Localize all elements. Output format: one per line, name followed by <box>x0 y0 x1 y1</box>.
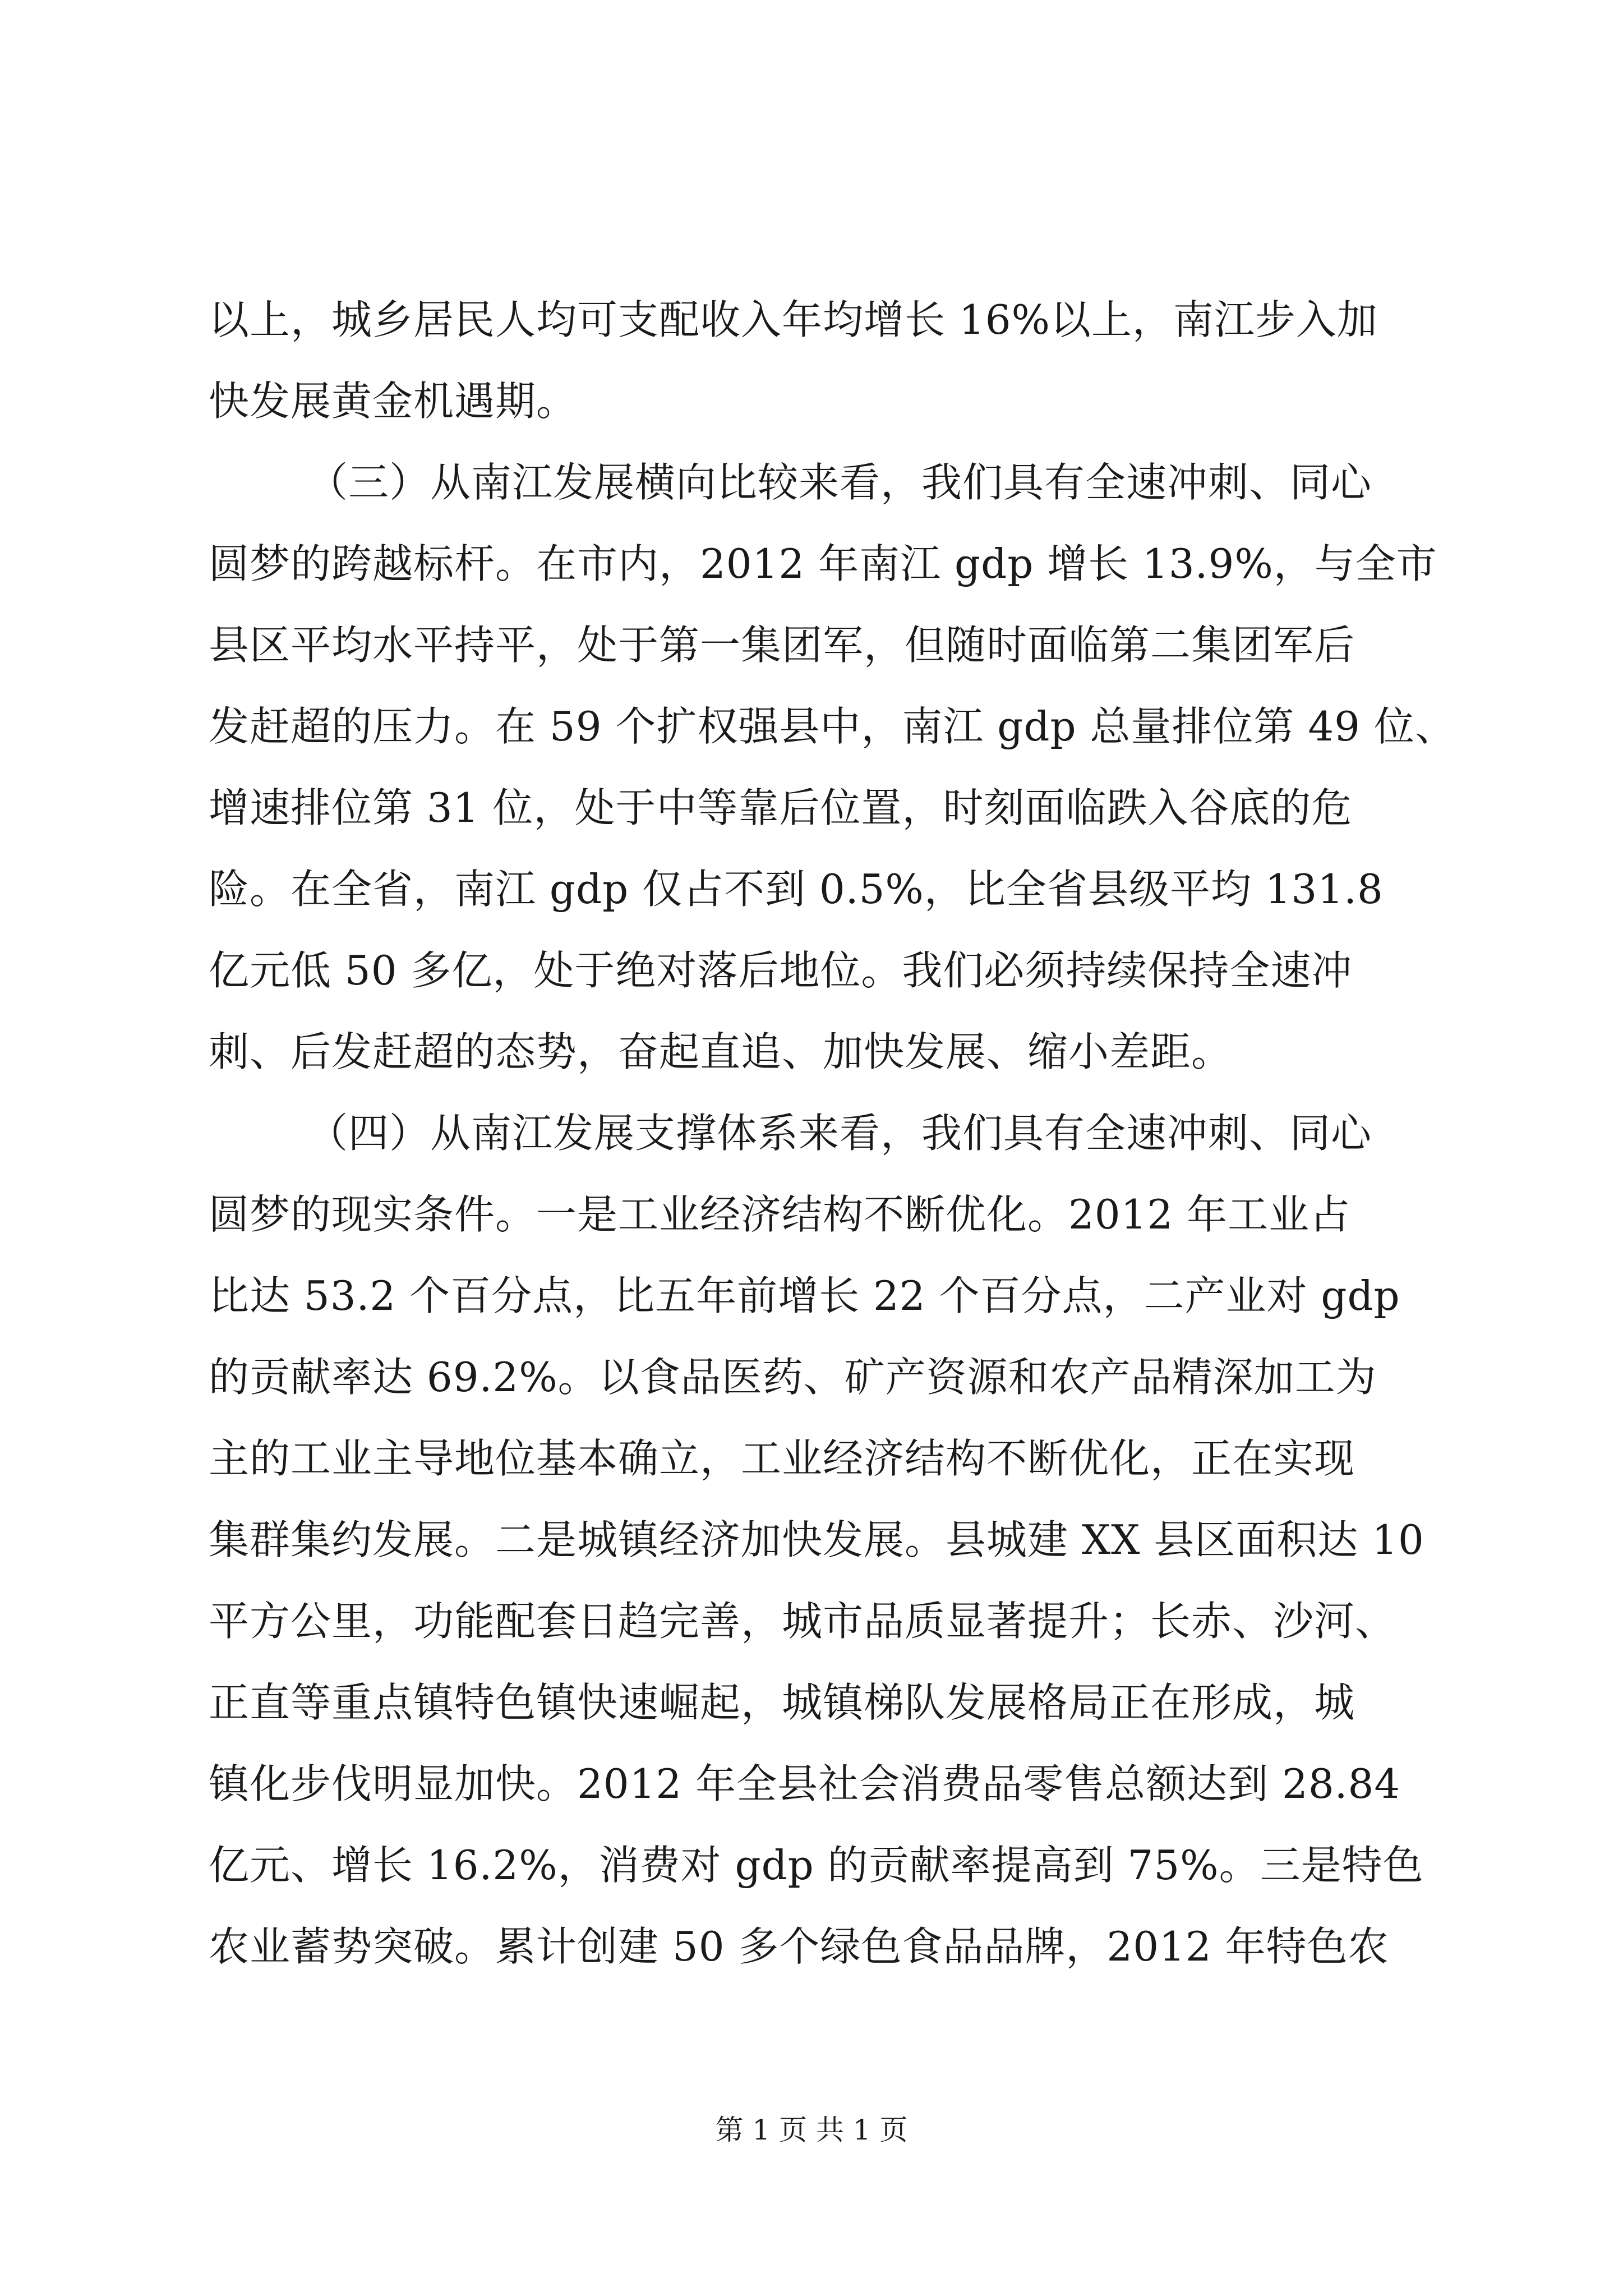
page-footer <box>0 2112 1623 2148</box>
text-line: 发赶超的压力。在 59 个扩权强县中，南江 gdp 总量排位第 49 位、 <box>209 703 1456 750</box>
paragraph-start-line: （四）从南江发展支撑体系来看，我们具有全速冲刺、同心 <box>307 1110 1372 1157</box>
text-line: 增速排位第 31 位，处于中等靠后位置，时刻面临跌入谷底的危 <box>209 784 1353 831</box>
text-line: 的贡献率达 69.2%。以食品医药、矿产资源和农产品精深加工为 <box>209 1354 1377 1401</box>
text-line: 险。在全省，南江 gdp 仅占不到 0.5%，比全省县级平均 131.8 <box>209 866 1384 913</box>
text-line: 镇化步伐明显加快。2012 年全县社会消费品零售总额达到 28.84 <box>209 1760 1401 1807</box>
text-line: 平方公里，功能配套日趋完善，城市品质显著提升；长赤、沙河、 <box>209 1598 1396 1645</box>
text-line: 县区平均水平持平，处于第一集团军，但随时面临第二集团军后 <box>209 622 1355 669</box>
text-line: 正直等重点镇特色镇快速崛起，城镇梯队发展格局正在形成，城 <box>209 1679 1355 1726</box>
text-line: 圆梦的跨越标杆。在市内，2012 年南江 gdp 增长 13.9%，与全市 <box>209 540 1437 587</box>
text-line: 刺、后发赶超的态势，奋起直追、加快发展、缩小差距。 <box>209 1028 1233 1075</box>
text-line: 亿元、增长 16.2%，消费对 gdp 的贡献率提高到 75%。三是特色 <box>209 1842 1424 1889</box>
document-body <box>209 279 1456 1987</box>
text-line: 圆梦的现实条件。一是工业经济结构不断优化。2012 年工业占 <box>209 1191 1351 1238</box>
text-line: 农业蓄势突破。累计创建 50 多个绿色食品品牌，2012 年特色农 <box>209 1923 1389 1970</box>
text-line: 主的工业主导地位基本确立，工业经济结构不断优化，正在实现 <box>209 1435 1355 1482</box>
text-line: 快发展黄金机遇期。 <box>209 378 578 425</box>
text-line: 比达 53.2 个百分点，比五年前增长 22 个百分点，二产业对 gdp <box>209 1272 1400 1319</box>
page-number-label: 第 1 页 共 1 页 <box>715 2114 908 2146</box>
text-line: 集群集约发展。二是城镇经济加快发展。县城建 XX 县区面积达 10 <box>209 1516 1424 1563</box>
paragraph-start-line: （三）从南江发展横向比较来看，我们具有全速冲刺、同心 <box>307 459 1372 506</box>
text-line: 亿元低 50 多亿，处于绝对落后地位。我们必须持续保持全速冲 <box>209 947 1353 994</box>
text-line: 以上，城乡居民人均可支配收入年均增长 16%以上，南江步入加 <box>209 296 1378 343</box>
